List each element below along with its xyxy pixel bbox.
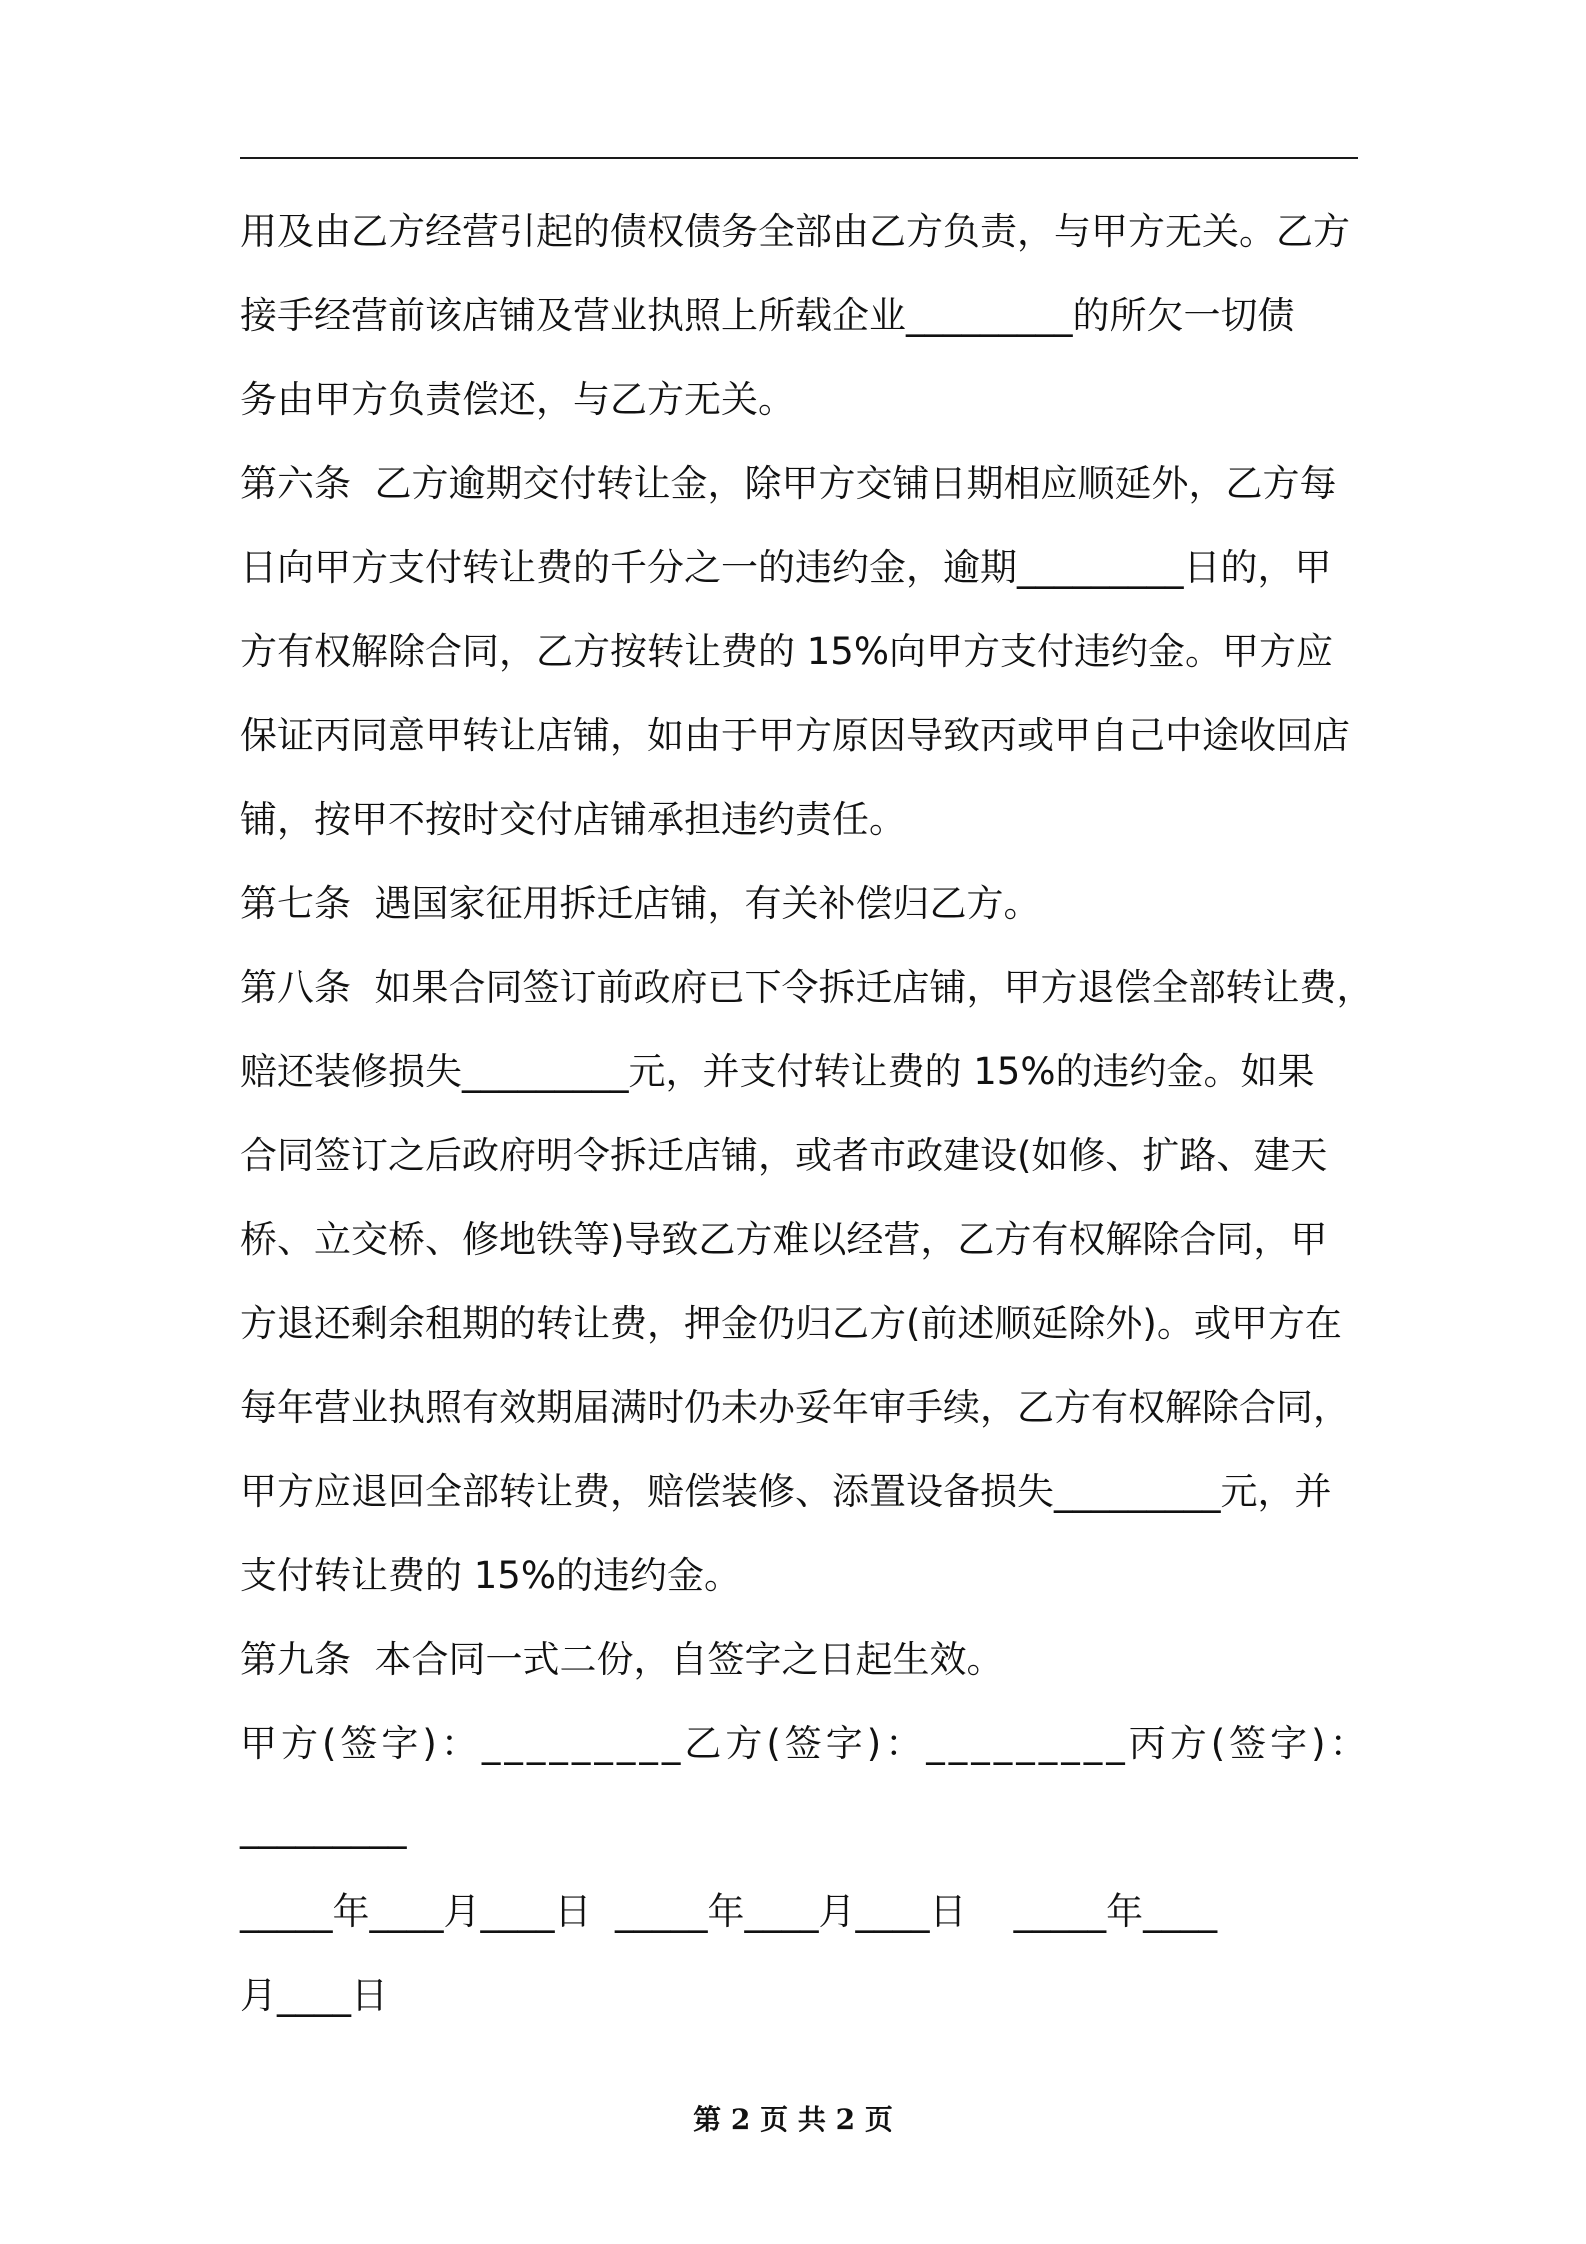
signature-blank-line: _________ xyxy=(240,1806,407,1849)
page-number-footer: 第 2 页 共 2 页 xyxy=(693,2103,893,2136)
body-line: 铺，按甲不按时交付店铺承担违约责任。 xyxy=(240,798,906,841)
date-line-continued: 月____日 xyxy=(240,1974,388,2017)
header-rule xyxy=(240,157,1358,159)
body-line: 方退还剩余租期的转让费，押金仍归乙方(前述顺延除外)。或甲方在 xyxy=(240,1302,1342,1345)
clause-9-line: 第九条 本合同一式二份，自签字之日起生效。 xyxy=(240,1638,1004,1681)
clause-6-line: 第六条 乙方逾期交付转让金，除甲方交铺日期相应顺延外，乙方每 xyxy=(240,462,1337,505)
signature-line: 甲方(签字)：_________乙方(签字)：_________丙方(签字)： xyxy=(240,1722,1371,1765)
body-line: 合同签订之后政府明令拆迁店铺，或者市政建设(如修、扩路、建天 xyxy=(240,1134,1328,1177)
body-line: 务由甲方负责偿还，与乙方无关。 xyxy=(240,378,795,421)
body-line: 方有权解除合同，乙方按转让费的 15%向甲方支付违约金。甲方应 xyxy=(240,630,1333,673)
clause-7-line: 第七条 遇国家征用拆迁店铺，有关补偿归乙方。 xyxy=(240,882,1041,925)
body-line: 赔还装修损失_________元，并支付转让费的 15%的违约金。如果 xyxy=(240,1050,1315,1093)
clause-8-line: 第八条 如果合同签订前政府已下令拆迁店铺，甲方退偿全部转让费， xyxy=(240,966,1374,1009)
body-line: 桥、立交桥、修地铁等)导致乙方难以经营，乙方有权解除合同，甲 xyxy=(240,1218,1328,1261)
body-line: 用及由乙方经营引起的债权债务全部由乙方负责，与甲方无关。乙方 xyxy=(240,210,1350,253)
body-line: 甲方应退回全部转让费，赔偿装修、添置设备损失_________元，并 xyxy=(240,1470,1332,1513)
body-line: 保证丙同意甲转让店铺，如由于甲方原因导致丙或甲自己中途收回店 xyxy=(240,714,1350,757)
body-line: 接手经营前该店铺及营业执照上所载企业_________的所欠一切债 xyxy=(240,294,1295,337)
body-line: 支付转让费的 15%的违约金。 xyxy=(240,1554,741,1597)
date-line: _____年____月____日 _____年____月____日 _____年____ xyxy=(240,1890,1218,1933)
body-line: 每年营业执照有效期届满时仍未办妥年审手续，乙方有权解除合同， xyxy=(240,1386,1350,1429)
document-body xyxy=(240,190,1374,2038)
body-line: 日向甲方支付转让费的千分之一的违约金，逾期_________日的，甲 xyxy=(240,546,1332,589)
